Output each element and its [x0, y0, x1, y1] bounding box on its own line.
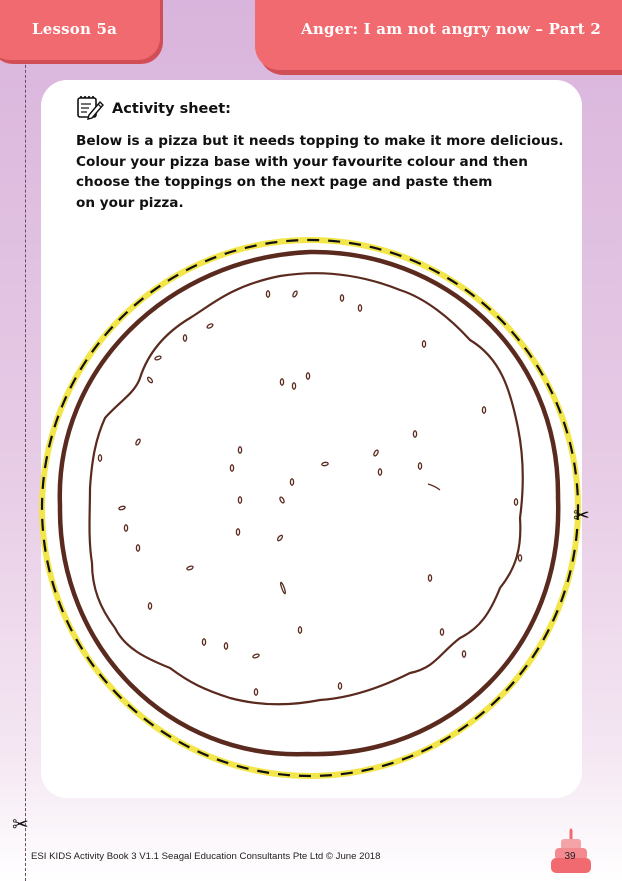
- instruction-line: on your pizza.: [76, 194, 184, 211]
- activity-heading: [76, 95, 231, 123]
- footer-credit: ESI KIDS Activity Book 3 V1.1 Seagal Education Consultants Pte Ltd © June 2018: [31, 851, 381, 862]
- scissors-icon: ✂: [12, 812, 29, 836]
- topic-title: Anger: I am not angry now – Part 2: [301, 20, 601, 38]
- notepad-pencil-icon: [76, 94, 104, 124]
- lesson-label: Lesson 5a: [32, 20, 118, 38]
- pizza-base-illustration[interactable]: [30, 228, 590, 788]
- instruction-line: choose the toppings on the next page and paste them: [76, 174, 493, 190]
- instruction-line: Colour your pizza base with your favourite colour and then: [76, 153, 528, 170]
- instruction-line: Below is a pizza but it needs topping to make it more delicious.: [76, 133, 564, 149]
- instructions: [76, 131, 576, 213]
- page-number: 39: [564, 851, 576, 862]
- activity-heading-text: Activity sheet:: [112, 101, 231, 117]
- fold-cut-line: [25, 0, 26, 881]
- scissors-icon: ✂: [573, 503, 590, 527]
